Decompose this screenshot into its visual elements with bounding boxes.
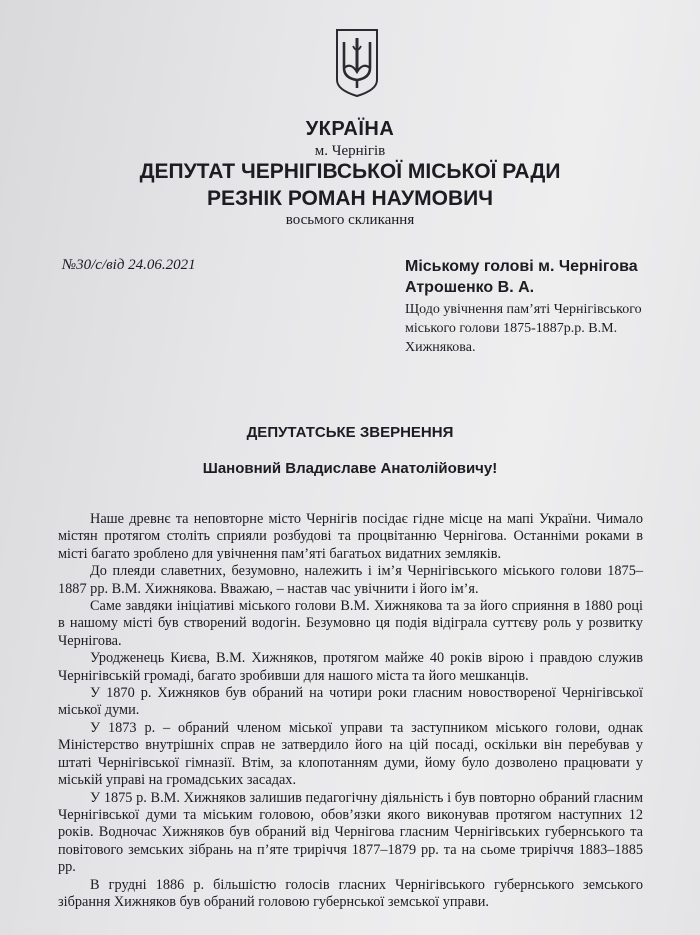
greeting: Шановний Владиславе Анатолійовичу!	[202, 460, 498, 477]
letter-body	[58, 511, 643, 911]
paragraph: Уродженець Києва, В.М. Хижняков, протягом майже 40 років вірою і правдою служив Чернігівській громаді, багато зробивши для нашого міста та його мешканців.	[58, 650, 643, 684]
appeal-title: ДЕПУТАТСЬКЕ ЗВЕРНЕННЯ	[246, 424, 454, 441]
city-line: м. Чернігів	[314, 143, 386, 159]
paragraph: В грудні 1886 р. більшістю голосів гласних Чернігівського губернського земського зібрання Хижняков був обраний головою губернської земської управи.	[58, 876, 643, 910]
addressee-line1: Міському голові м. Чернігова	[405, 258, 638, 275]
paragraph: До плеяди славетних, безумовно, належить і ім’я Чернігівського міського голови 1875–1887 рр. В.М. Хижнякова. Вважаю, – настав час увічнити і його ім’я.	[58, 563, 643, 597]
country-heading: УКРАЇНА	[305, 118, 395, 140]
addressee-line2: Атрошенко В. А.	[405, 279, 535, 296]
paragraph: У 1873 р. – обраний членом міської управи та заступником міського голови, однак Міністерство внутрішніх справ не затвердило його на цій посаді, оскільки він перебував у штаті Чернігівської гімназії. Втім, за клопотанням думи, йому було дозволено працювати у міській управі на громадських засадах.	[58, 719, 643, 789]
paragraph: У 1875 р. В.М. Хижняков залишив педагогічну діяльність і був повторно обраний гласним Чернігівської думи та міським головою, обов’язки якого виконував протягом наступних 12 років. Водночас Хижняков був обраний від Чернігова гласним Чернігівських губернського та повітового земських зібрань на п’яте триріччя 1877–1879 рр. та на сьоме триріччя 1883–1885 рр.	[58, 789, 643, 876]
trident-emblem-icon	[333, 28, 381, 98]
paragraph: Саме завдяки ініціативі міського голови В.М. Хижнякова та за його сприяння в 1880 році в нашому місті був створений водогін. Безумовно ця подія відіграла суттєву роль у розвитку Чернігова.	[58, 598, 643, 649]
reference-number: №30/с/від 24.06.2021	[62, 257, 196, 273]
deputy-name: РЕЗНІК РОМАН НАУМОВИЧ	[207, 187, 493, 210]
addressee-block	[405, 256, 690, 357]
convocation-line: восьмого скликання	[285, 212, 415, 228]
paragraph: Наше древнє та неповторне місто Чернігів посідає гідне місце на мапі України. Чимало містян протягом століть сприяли розбудові та процвітанню Чернігова. Останніми роками в місті багато зроблено для увічнення пам’яті багатьох видатних земляків.	[58, 511, 643, 562]
subject-line: Щодо увічнення пам’яті Чернігівського міського голови 1875-1887р.р. В.М. Хижнякова.	[405, 302, 642, 355]
deputy-title: ДЕПУТАТ ЧЕРНІГІВСЬКОЇ МІСЬКОЇ РАДИ	[139, 160, 561, 183]
paragraph: У 1870 р. Хижняков був обраний на чотири роки гласним новоствореної Чернігівської міської думи.	[58, 685, 643, 719]
